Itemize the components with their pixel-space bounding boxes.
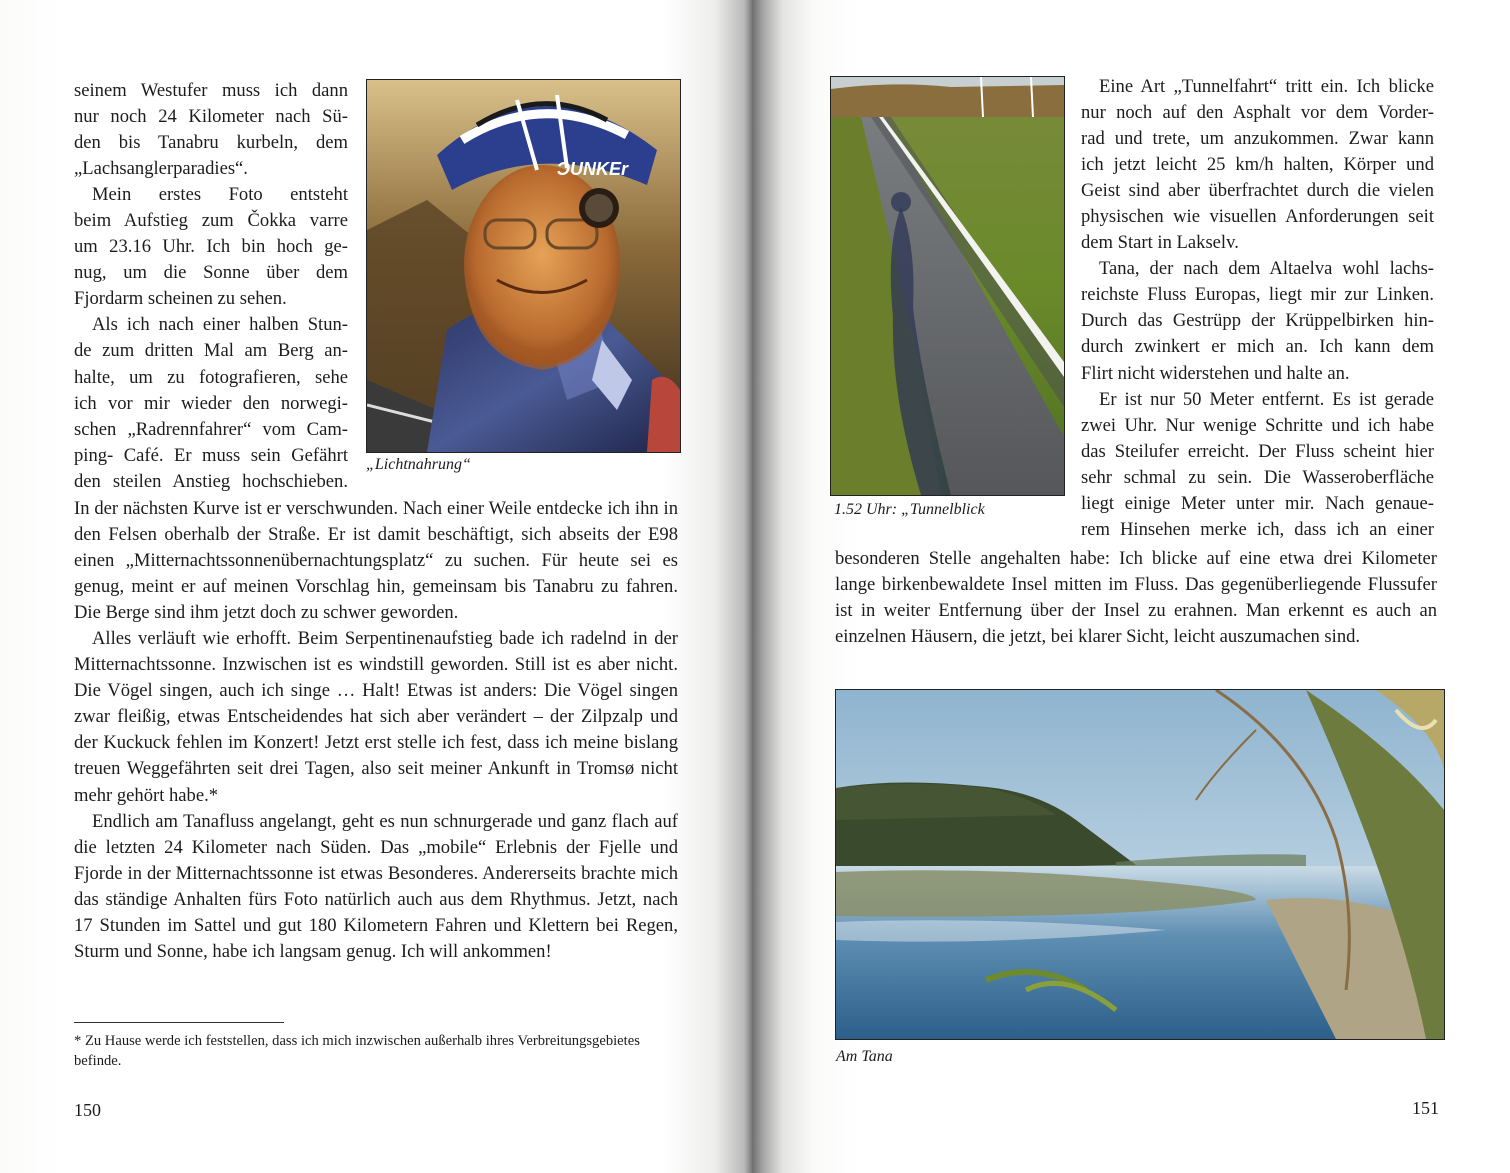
- photo-cyclist-selfie: [366, 79, 681, 453]
- left-full-text: [74, 496, 678, 965]
- right-wrap-text: [1081, 74, 1434, 543]
- text-line: schen „Radrennfahrer“ vom Cam-: [74, 418, 348, 440]
- text-line: um 23.16 Uhr. Ich bin hoch ge-: [74, 236, 348, 258]
- text-line: ping- Café. Er muss sein Gefährt: [74, 444, 348, 466]
- text-line: rem Hinsehen merke ich, dass ich an einer: [1081, 518, 1434, 540]
- paragraph-endlich: Endlich am Tanafluss angelangt, geht es nun schnurgerade und ganz flach auf die letzten 24 Kilometer nach Süden. Das „mobile“ Erlebnis der Fjelle und Fjorde in der Mitternachtssonne ist etwas Besonderes. Andererseits brachte mich das ständige Anhalten fürs Foto natürlich auch aus dem Rhythmus. Jetzt, nach 17 Stunden im Sattel und gut 180 Kilometern Fahren und Klettern bei Regen, Sturm und Sonne, habe ich langsam genug. Ich will ankommen!: [74, 810, 678, 962]
- text-line: sehr schmal zu sein. Die Wasseroberfläche: [1081, 466, 1434, 488]
- text-line: ich vor mir wieder den norwegi-: [74, 392, 348, 414]
- page-number-left: 150: [74, 1100, 101, 1120]
- text-line: nur noch auf den Asphalt vor dem Vorder-: [1081, 102, 1434, 124]
- text-line: Eine Art „Tunnelfahrt“ tritt ein. Ich blicke: [1099, 76, 1434, 97]
- text-line: nur noch 24 Kilometer nach Sü-: [74, 106, 348, 128]
- road-shadow-image: [831, 77, 1064, 495]
- paragraph-westufer: [74, 78, 348, 182]
- text-line: Fjordarm scheinen zu sehen.: [74, 288, 287, 310]
- text-line: nug, um die Sonne über dem: [74, 262, 348, 284]
- text-line: den steilen Anstieg hochschieben.: [74, 470, 348, 492]
- text-line: Flirt nicht widerstehen und halte an.: [1081, 362, 1350, 384]
- caption-am-tana: Am Tana: [836, 1048, 893, 1065]
- text-line: ich jetzt leicht 25 km/h halten, Körper und: [1081, 154, 1434, 176]
- text-line: seinem Westufer muss ich dann: [74, 80, 348, 101]
- page-number-right: 151: [1412, 1098, 1439, 1118]
- text-line: Mein erstes Foto entsteht: [92, 184, 348, 206]
- tana-river-image: [836, 690, 1444, 1039]
- text-line: durch zwinkert er mich an. Ich kann dem: [1081, 336, 1434, 358]
- paragraph-halbe-stunde: [74, 312, 348, 494]
- text-line: liegt einige Meter unter mir. Nach genaue-: [1081, 492, 1434, 514]
- text-line: halte, um zu fotografieren, sehe: [74, 366, 348, 388]
- text-line: beim Aufstieg zum Čokka varre: [74, 210, 348, 232]
- text-line: „Lachsanglerparadies“.: [74, 158, 248, 180]
- paragraph-erstes-foto: [74, 182, 348, 312]
- paragraph-tunnelfahrt: [1081, 74, 1434, 256]
- text-line: den bis Tanabru kurbeln, dem: [74, 132, 348, 154]
- text-line: de zum dritten Mal am Berg an-: [74, 340, 348, 362]
- footnote-rule: [74, 1022, 284, 1023]
- photo-road-shadow: [830, 76, 1065, 496]
- cyclist-selfie-image: [367, 80, 680, 452]
- text-line: das Steilufer erreicht. Der Fluss scheint hier: [1081, 440, 1434, 462]
- paragraph-50-meter: [1081, 387, 1434, 543]
- text-line: physischen wie visuellen Anforderungen seit: [1081, 206, 1434, 228]
- text-line: dem Start in Lakselv.: [1081, 232, 1239, 254]
- paragraph-besondere-stelle: besonderen Stelle angehalten habe: Ich blicke auf eine etwa drei Kilometer lange birkenbewaldete Insel mitten im Fluss. Das gegenüberliegende Flussufer ist in weiter Entfernung über der Insel zu erahnen. Man erkennt es auch an einzelnen Häusern, die jetzt, bei klarer Sicht, leicht auszumachen sind.: [835, 548, 1437, 648]
- paragraph-alles: Alles verläuft wie erhofft. Beim Serpentinenaufstieg bade ich radelnd in der Mitternachtssonne. Inzwischen ist es windstill geworden. Still ist es aber nicht. Die Vögel singen, auch ich singe … Halt! Etwas ist anders: Die Vögel singen zwar fleißig, etwas Entscheidendes hat sich aber verändert – der Zilpzalp und der Kuckuck fehlen im Konzert! Jetzt erst stelle ich fest, dass ich meine bislang treuen Weggefährten seit drei Tagen, also seit meiner Ankunft in Tromsø nicht mehr gehört habe.*: [74, 628, 678, 806]
- text-line: Er ist nur 50 Meter entfernt. Es ist gerade: [1099, 388, 1434, 410]
- text-line: Geist sind aber überfrachtet durch die vielen: [1081, 180, 1434, 202]
- right-full-text: [835, 546, 1437, 650]
- text-line: Als ich nach einer halben Stun-: [92, 314, 348, 336]
- right-page: [752, 0, 1510, 1173]
- photo-tana-river: [835, 689, 1445, 1040]
- paragraph-kurve: In der nächsten Kurve ist er verschwunden. Nach einer Weile entdecke ich ihn in den Felsen oberhalb der Straße. Er ist damit beschäftigt, sich abseits der E98 einen „Mitternachtssonnenübernachtungsplatz“ zu suchen. Für heute sei es genug, meint er auf meinen Vorschlag hin, gemeinsam bis Tanabru zu fahren. Die Berge sind ihm jetzt doch zu schwer geworden.: [74, 498, 678, 624]
- text-line: reichste Fluss Europas, liegt mir zur Linken.: [1081, 284, 1434, 306]
- text-line: zwei Uhr. Nur wenige Schritte und ich habe: [1081, 414, 1434, 436]
- text-line: Tana, der nach dem Altaelva wohl lachs-: [1099, 258, 1434, 280]
- text-line: rad und trete, um anzukommen. Zwar kann: [1081, 128, 1434, 150]
- footnote: * Zu Hause werde ich feststellen, dass ich mich inzwischen außerhalb ihres Verbreitungsgebietes befinde.: [74, 1033, 640, 1069]
- left-wrap-text: [74, 78, 348, 495]
- svg-text:ƆUNKEr: ƆUNKEr: [557, 159, 629, 179]
- caption-lichtnahrung: „Lichtnahrung“: [366, 456, 471, 473]
- paragraph-tana: [1081, 256, 1434, 386]
- left-page: [0, 0, 752, 1173]
- text-line: Durch das Gestrüpp der Krüppelbirken hin-: [1081, 310, 1434, 332]
- caption-tunnelblick: 1.52 Uhr: „Tunnelblick: [834, 501, 985, 518]
